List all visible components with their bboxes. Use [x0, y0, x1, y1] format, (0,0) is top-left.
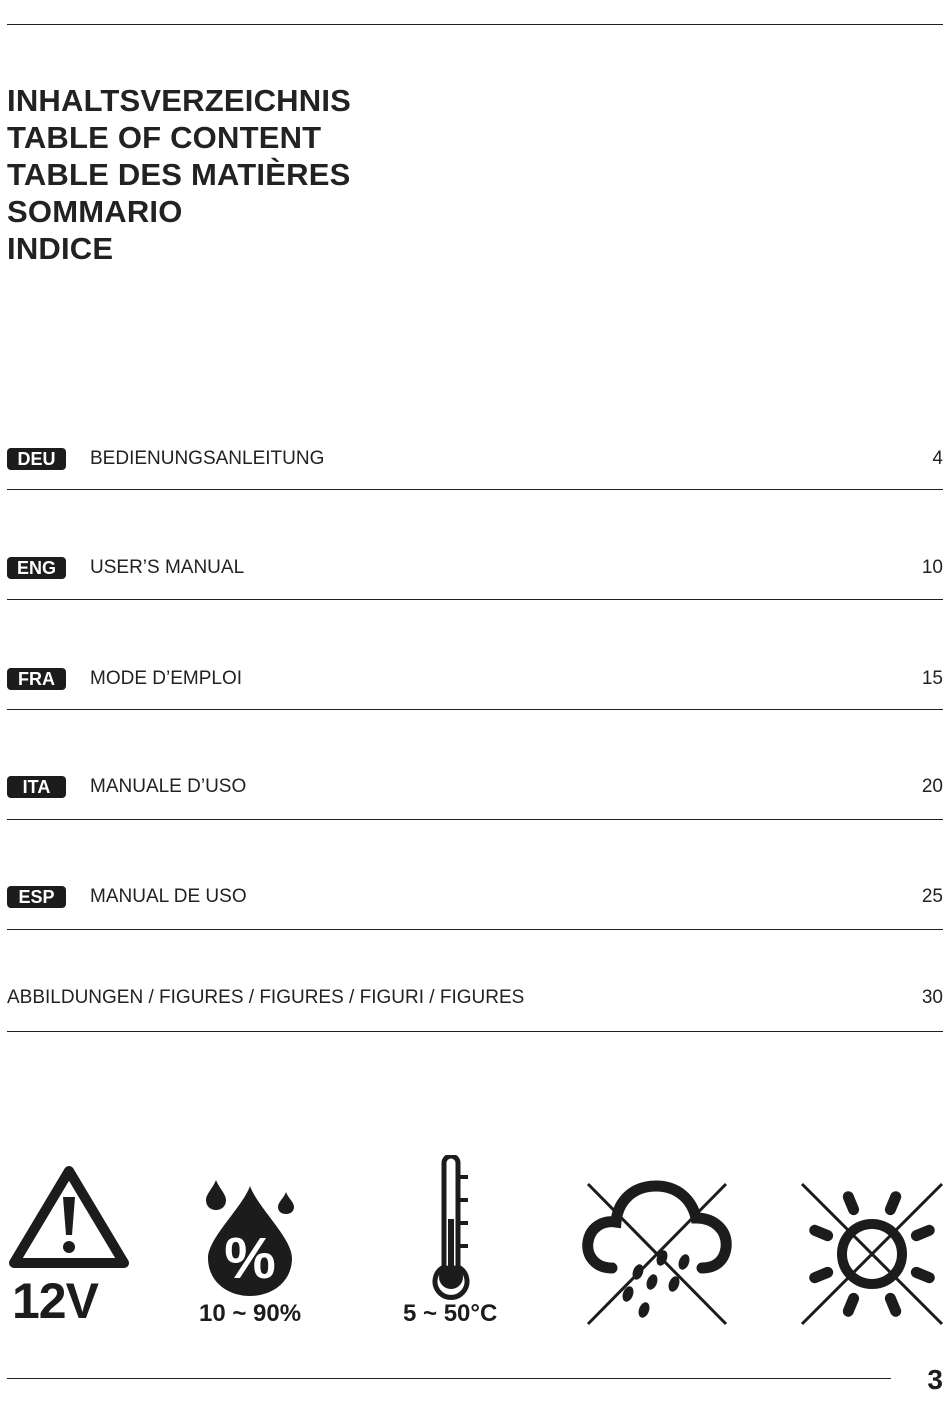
warning-triangle-icon — [6, 1163, 132, 1273]
no-rain-icon — [582, 1180, 732, 1328]
footer-rule — [7, 1378, 891, 1379]
humidity-range-label: 10 ~ 90% — [199, 1300, 302, 1327]
entry-label: BEDIENUNGSANLEITUNG — [90, 448, 325, 469]
toc-entry-ita[interactable] — [7, 773, 943, 803]
language-badge: ITA — [7, 776, 66, 798]
divider — [7, 1031, 943, 1032]
voltage-label: 12V — [12, 1273, 98, 1329]
toc-entry-fra[interactable] — [7, 665, 943, 695]
entry-label: MANUALE D’USO — [90, 776, 247, 797]
top-rule — [7, 24, 943, 25]
divider — [7, 489, 943, 490]
entry-page-number: 25 — [921, 886, 943, 907]
divider — [7, 929, 943, 930]
thermometer-icon — [428, 1155, 474, 1300]
entry-label: MODE D’EMPLOI — [90, 668, 243, 689]
title-es: INDICE — [7, 231, 114, 266]
divider — [7, 599, 943, 600]
page-number: 3 — [927, 1364, 943, 1395]
entry-page-number: 10 — [921, 557, 943, 578]
entry-page-number: 20 — [921, 776, 943, 797]
toc-entry-figures[interactable] — [7, 984, 943, 1014]
entry-page-number: 4 — [932, 448, 943, 469]
title-block — [7, 82, 351, 267]
title-en: TABLE OF CONTENT — [7, 120, 322, 155]
entry-label: USER’S MANUAL — [90, 557, 245, 578]
title-de: INHALTSVERZEICHNIS — [7, 83, 352, 118]
entry-page-number: 30 — [921, 987, 943, 1008]
language-badge: FRA — [7, 668, 66, 690]
language-badge: ENG — [7, 557, 66, 579]
entry-label: ABBILDUNGEN / FIGURES / FIGURES / FIGURI / FIGURES — [7, 987, 525, 1008]
language-badge: ESP — [7, 886, 66, 908]
divider — [7, 709, 943, 710]
temperature-range-label: 5 ~ 50°C — [403, 1300, 498, 1327]
no-sun-icon — [800, 1182, 944, 1326]
toc-entry-deu[interactable] — [7, 445, 943, 475]
toc-entry-esp[interactable] — [7, 883, 943, 913]
entry-label: MANUAL DE USO — [90, 886, 247, 907]
language-badge: DEU — [7, 448, 66, 470]
entry-page-number: 15 — [921, 668, 943, 689]
title-fr: TABLE DES MATIÈRES — [7, 157, 351, 192]
svg-text:%: % — [224, 1226, 276, 1291]
humidity-drop-icon — [200, 1178, 300, 1298]
divider — [7, 819, 943, 820]
title-it: SOMMARIO — [7, 194, 183, 229]
toc-entry-eng[interactable] — [7, 554, 943, 584]
